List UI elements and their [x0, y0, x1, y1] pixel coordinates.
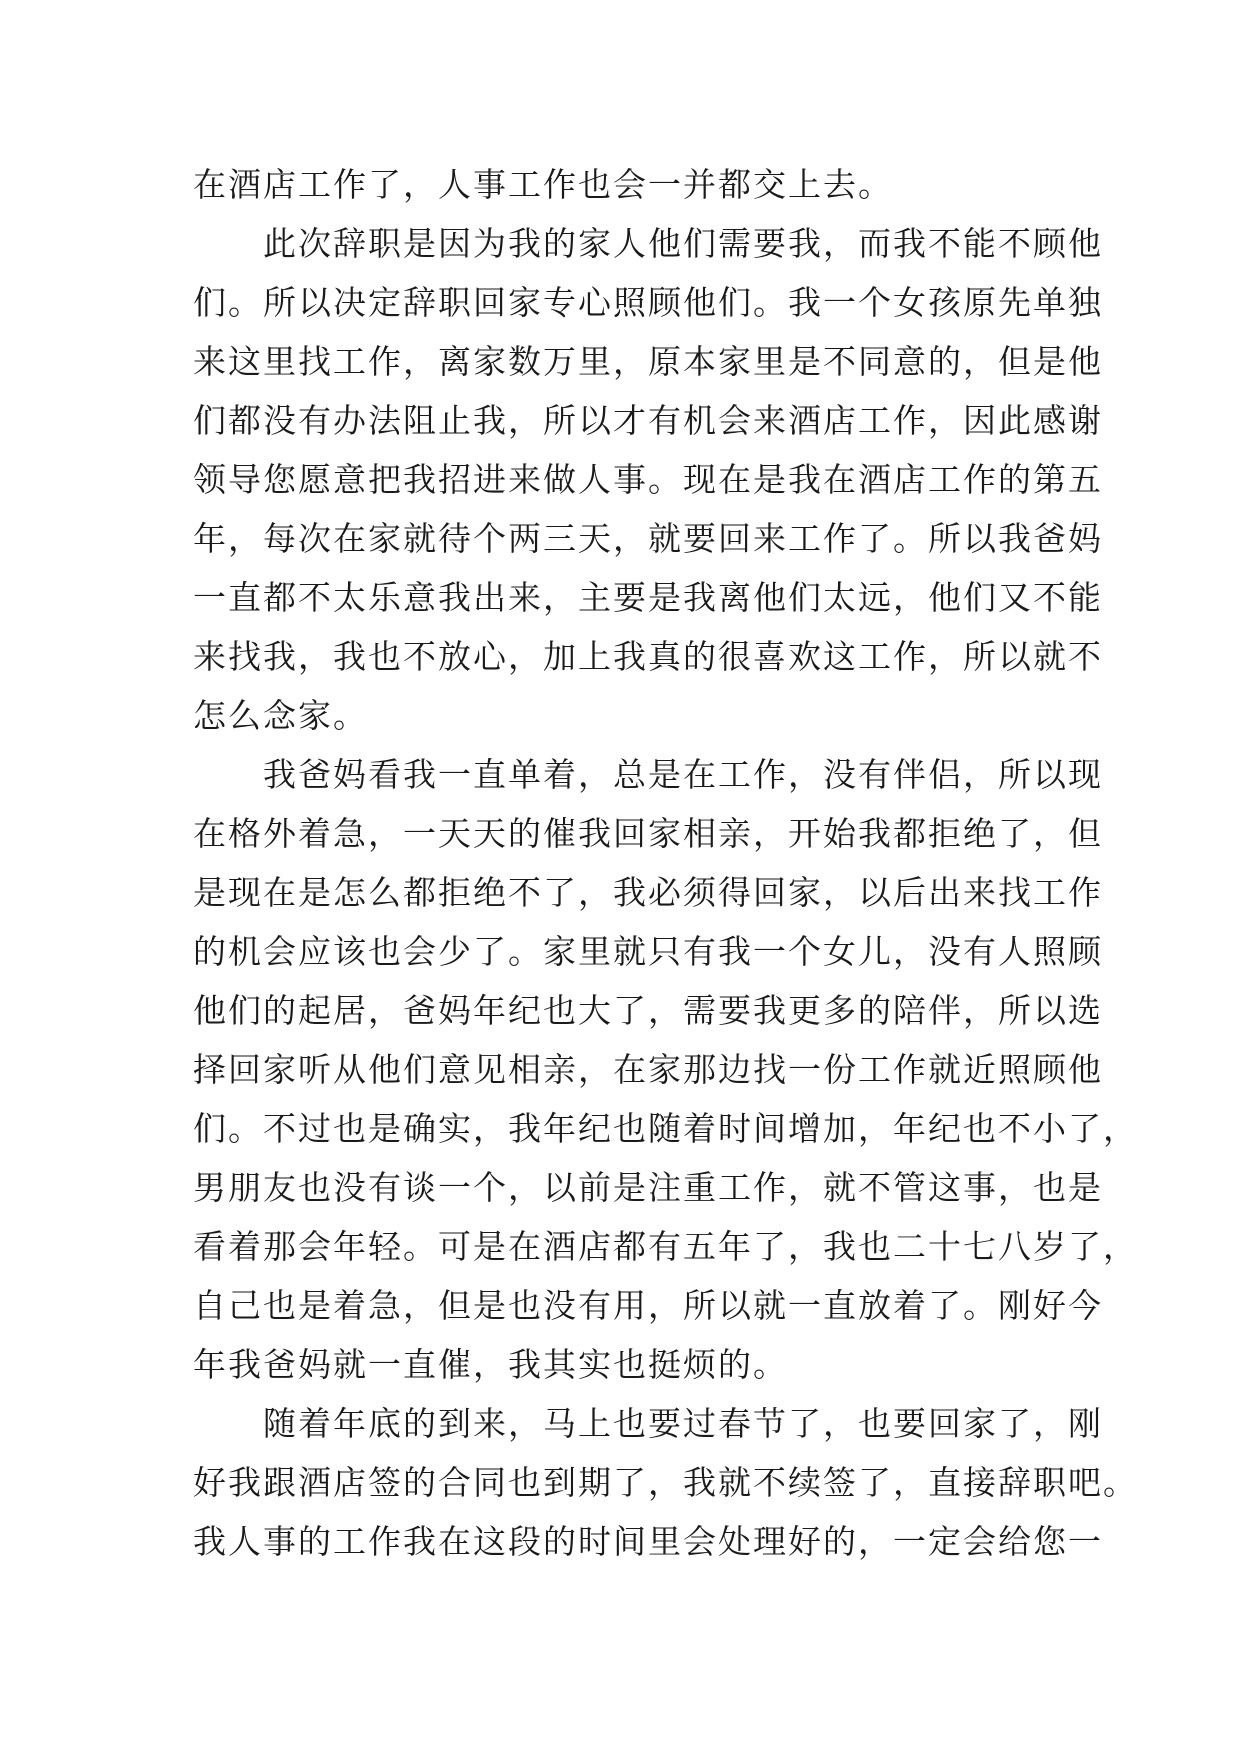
- text-line: 看着那会年轻。可是在酒店都有五年了，我也二十七八岁了，: [193, 1227, 1138, 1266]
- text-line: 领导您愿意把我招进来做人事。现在是我在酒店工作的第五: [193, 460, 1103, 499]
- text-line: 年我爸妈就一直催，我其实也挺烦的。: [193, 1345, 788, 1384]
- text-line: 是现在是怎么都拒绝不了，我必须得回家，以后出来找工作: [193, 873, 1103, 912]
- text-line: 来找我，我也不放心，加上我真的很喜欢这工作，所以就不: [193, 637, 1103, 676]
- body-text: [193, 155, 1138, 1571]
- text-line: 们。不过也是确实，我年纪也随着时间增加，年纪也不小了，: [193, 1109, 1138, 1148]
- text-line: 他们的起居，爸妈年纪也大了，需要我更多的陪伴，所以选: [193, 991, 1103, 1030]
- text-line: 自己也是着急，但是也没有用，所以就一直放着了。刚好今: [193, 1286, 1103, 1325]
- text-line: 的机会应该也会少了。家里就只有我一个女儿，没有人照顾: [193, 932, 1103, 971]
- text-line: 在格外着急，一天天的催我回家相亲，开始我都拒绝了，但: [193, 814, 1103, 853]
- text-line: 怎么念家。: [193, 696, 368, 735]
- text-line: 好我跟酒店签的合同也到期了，我就不续签了，直接辞职吧。: [193, 1463, 1138, 1502]
- text-line: 我爸妈看我一直单着，总是在工作，没有伴侣，所以现: [263, 755, 1103, 794]
- text-line: 来这里找工作，离家数万里，原本家里是不同意的，但是他: [193, 342, 1103, 381]
- text-line: 在酒店工作了，人事工作也会一并都交上去。: [193, 165, 893, 204]
- text-line: 随着年底的到来，马上也要过春节了，也要回家了，刚: [263, 1404, 1103, 1443]
- text-line: 我人事的工作我在这段的时间里会处理好的，一定会给您一: [193, 1522, 1103, 1561]
- text-line: 年，每次在家就待个两三天，就要回来工作了。所以我爸妈: [193, 519, 1103, 558]
- text-line: 此次辞职是因为我的家人他们需要我，而我不能不顾他: [263, 224, 1103, 263]
- text-line: 择回家听从他们意见相亲，在家那边找一份工作就近照顾他: [193, 1050, 1103, 1089]
- text-line: 们都没有办法阻止我，所以才有机会来酒店工作，因此感谢: [193, 401, 1103, 440]
- text-line: 男朋友也没有谈一个，以前是注重工作，就不管这事，也是: [193, 1168, 1103, 1207]
- text-line: 一直都不太乐意我出来，主要是我离他们太远，他们又不能: [193, 578, 1103, 617]
- text-line: 们。所以决定辞职回家专心照顾他们。我一个女孩原先单独: [193, 283, 1103, 322]
